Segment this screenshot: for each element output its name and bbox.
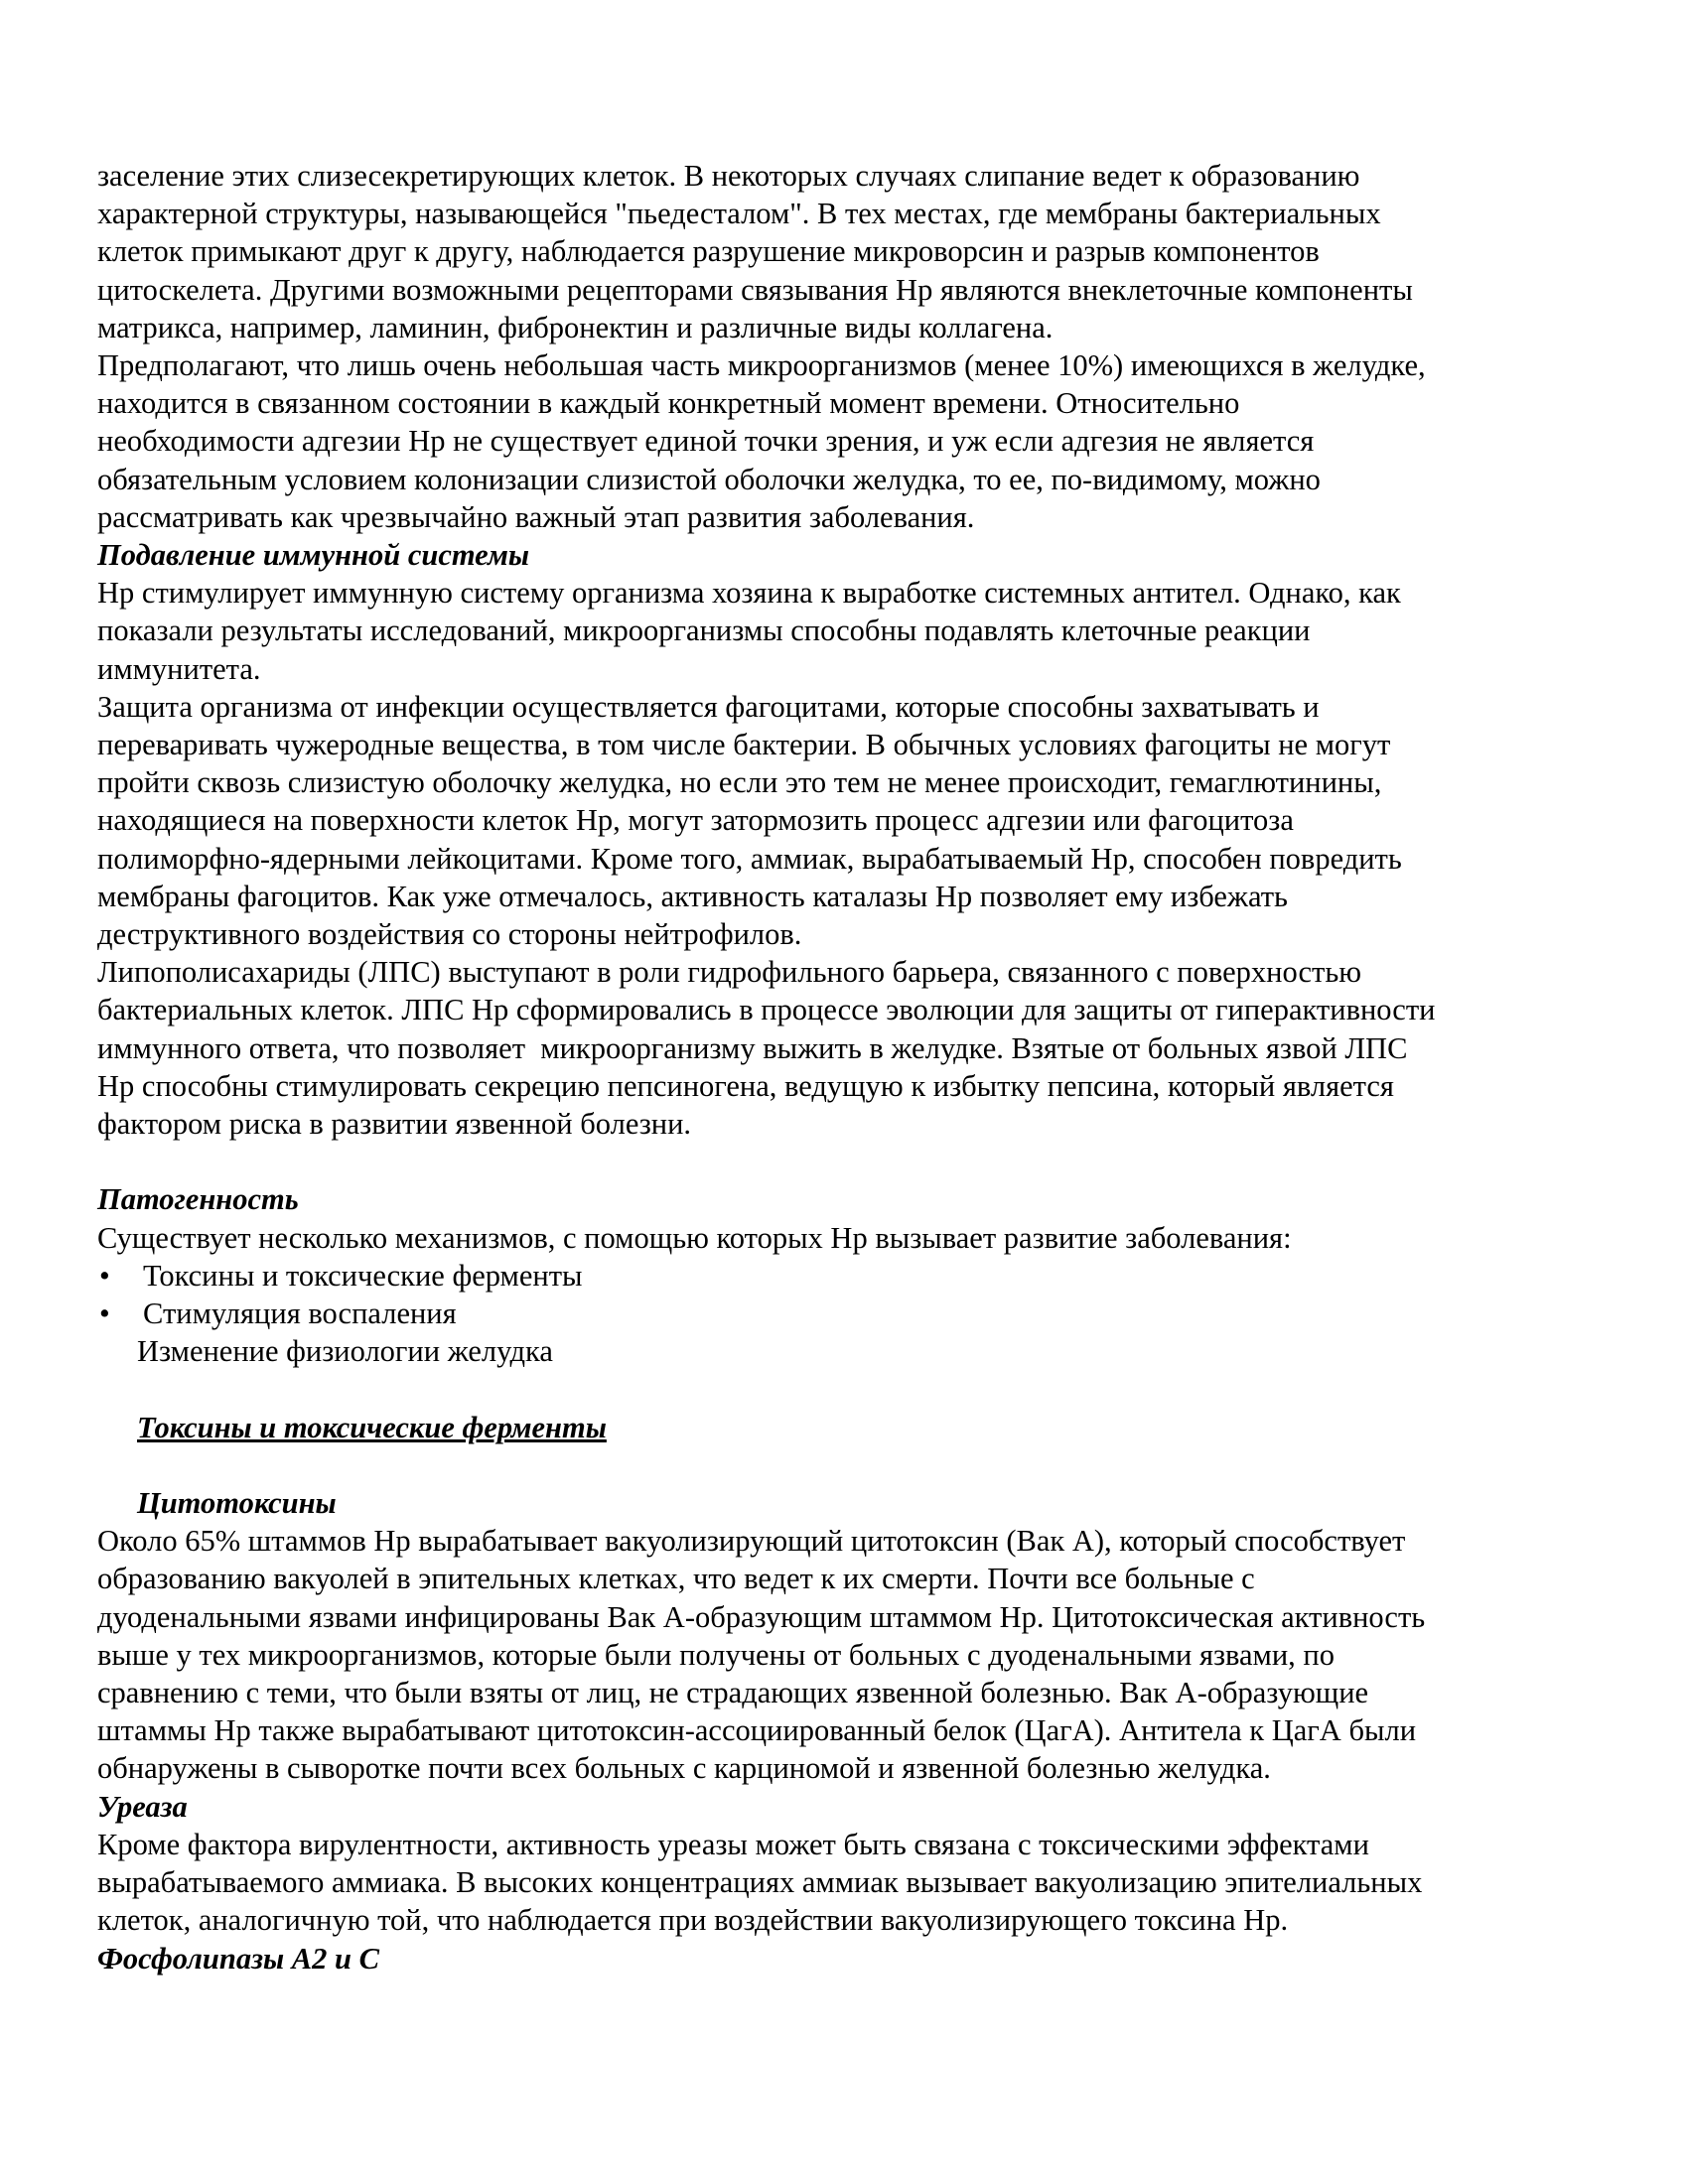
paragraph-urease <box>97 1826 1626 1940</box>
text-line: обнаружены в сыворотке почти всех больных с карциномой и язвенной болезнью желудка. <box>97 1751 1271 1786</box>
text-line: сравнению с теми, что были взяты от лиц, не страдающих язвенной болезнью. Вак А-образующие <box>97 1676 1369 1710</box>
text-line: иммунного ответа, что позволяет микроорганизму выжить в желудке. Взятые от больных язвой ЛПС <box>97 1030 1408 1065</box>
heading-cytotoxins: Цитотоксины <box>137 1486 337 1521</box>
list-item-text: Токсины и токсические ферменты <box>143 1258 583 1293</box>
bullet-icon: • <box>99 1297 110 1331</box>
text-line: клеток, аналогичную той, что наблюдается при воздействии вакуолизирующего токсина Нр. <box>97 1903 1289 1938</box>
text-line: бактериальных клеток. ЛПС Нр сформировались в процессе эволюции для защиты от гиперактивности <box>97 993 1436 1027</box>
text-line: выше у тех микроорганизмов, которые были получены от больных с дуоденальными язвами, по <box>97 1637 1336 1672</box>
text-line: характерной структуры, называющейся "пьедесталом". В тех местах, где мембраны бактериальных <box>97 197 1381 231</box>
list-item-plain: Изменение физиологии желудка <box>137 1334 553 1369</box>
text-line: обязательным условием колонизации слизистой оболочки желудка, то ее, по-видимому, можно <box>97 462 1321 496</box>
heading-toxins: Токсины и токсические ферменты <box>137 1410 607 1444</box>
mechanisms-list <box>97 1257 1626 1371</box>
bullet-icon: • <box>99 1258 110 1293</box>
paragraph-phagocytes <box>97 688 1626 953</box>
text-line: дуоденальными язвами инфицированы Вак А-образующим штаммом Нр. Цитотоксическая активность <box>97 1599 1426 1634</box>
text-line: Предполагают, что лишь очень небольшая часть микроорганизмов (менее 10%) имеющихся в желудке, <box>97 348 1426 383</box>
text-line: находится в связанном состоянии в каждый конкретный момент времени. Относительно <box>97 386 1240 421</box>
heading-immune-suppression: Подавление иммунной системы <box>97 538 530 573</box>
text-line: Защита организма от инфекции осуществляется фагоцитами, которые способны захватывать и <box>97 689 1320 724</box>
blank-line <box>97 1446 1626 1484</box>
text-line: Липополисахариды (ЛПС) выступают в роли гидрофильного барьера, связанного с поверхностью <box>97 955 1362 990</box>
paragraph-cytotoxins <box>97 1522 1626 1787</box>
text-line: штаммы Нр также вырабатывают цитотоксин-ассоциированный белок (ЦагА). Антитела к ЦагА были <box>97 1713 1417 1748</box>
paragraph-adhesion-cont <box>97 157 1626 346</box>
text-line: полиморфно-ядерными лейкоцитами. Кроме того, аммиак, вырабатываемый Нр, способен повредить <box>97 841 1402 876</box>
text-line: рассматривать как чрезвычайно важный этап развития заболевания. <box>97 499 975 534</box>
paragraph-lipopolysaccharides <box>97 953 1626 1143</box>
document-page <box>97 157 1626 1978</box>
text-line: Нр стимулирует иммунную систему организма хозяина к выработке системных антител. Однако, как <box>97 576 1401 611</box>
paragraph-mechanisms-intro: Существует несколько механизмов, с помощью которых Нр вызывает развитие заболевания: <box>97 1220 1292 1255</box>
blank-line <box>97 1143 1626 1180</box>
blank-line <box>97 1370 1626 1408</box>
heading-phospholipases: Фосфолипазы А2 и С <box>97 1941 379 1976</box>
text-line: Кроме фактора вирулентности, активность уреазы может быть связана с токсическими эффектами <box>97 1827 1369 1861</box>
text-line: вырабатываемого аммиака. В высоких концентрациях аммиак вызывает вакуолизацию эпителиальных <box>97 1865 1423 1900</box>
text-line: заселение этих слизесекретирующих клеток. В некоторых случаях слипание ведет к образованию <box>97 159 1360 193</box>
text-line: цитоскелета. Другими возможными рецепторами связывания Нр являются внеклеточные компоненты <box>97 272 1413 307</box>
text-line: показали результаты исследований, микроорганизмы способны подавлять клеточные реакции <box>97 614 1311 648</box>
text-line: Нр способны стимулировать секрецию пепсиногена, ведущую к избытку пепсина, который является <box>97 1068 1394 1103</box>
text-line: мембраны фагоцитов. Как уже отмечалось, активность каталазы Нр позволяет ему избежать <box>97 879 1288 913</box>
text-line: необходимости адгезии Нр не существует единой точки зрения, и уж если адгезия не является <box>97 424 1315 459</box>
paragraph-adhesion-necessity <box>97 346 1626 536</box>
heading-pathogenicity: Патогенность <box>97 1182 299 1217</box>
text-line: деструктивного воздействия со стороны нейтрофилов. <box>97 917 802 952</box>
text-line: образованию вакуолей в эпительных клетках, что ведет к их смерти. Почти все больные с <box>97 1562 1255 1596</box>
text-line: клеток примыкают друг к другу, наблюдается разрушение микроворсин и разрыв компонентов <box>97 234 1320 269</box>
paragraph-immune-stimulation <box>97 574 1626 688</box>
list-item <box>97 1295 1626 1332</box>
list-item-text: Стимуляция воспаления <box>143 1297 457 1331</box>
text-line: переваривать чужеродные вещества, в том числе бактерии. В обычных условиях фагоциты не могут <box>97 728 1391 762</box>
text-line: пройти сквозь слизистую оболочку желудка, но если это тем не менее происходит, гемаглютинины, <box>97 765 1382 800</box>
list-item <box>97 1257 1626 1295</box>
text-line: матрикса, например, ламинин, фибронектин и различные виды коллагена. <box>97 310 1054 344</box>
text-line: иммунитета. <box>97 651 261 686</box>
text-line: Около 65% штаммов Нр вырабатывает вакуолизирующий цитотоксин (Вак А), который способствует <box>97 1524 1406 1559</box>
text-line: находящиеся на поверхности клеток Нр, могут затормозить процесс адгезии или фагоцитоза <box>97 803 1294 838</box>
text-line: фактором риска в развитии язвенной болезни. <box>97 1107 692 1142</box>
heading-urease: Уреаза <box>97 1789 188 1824</box>
